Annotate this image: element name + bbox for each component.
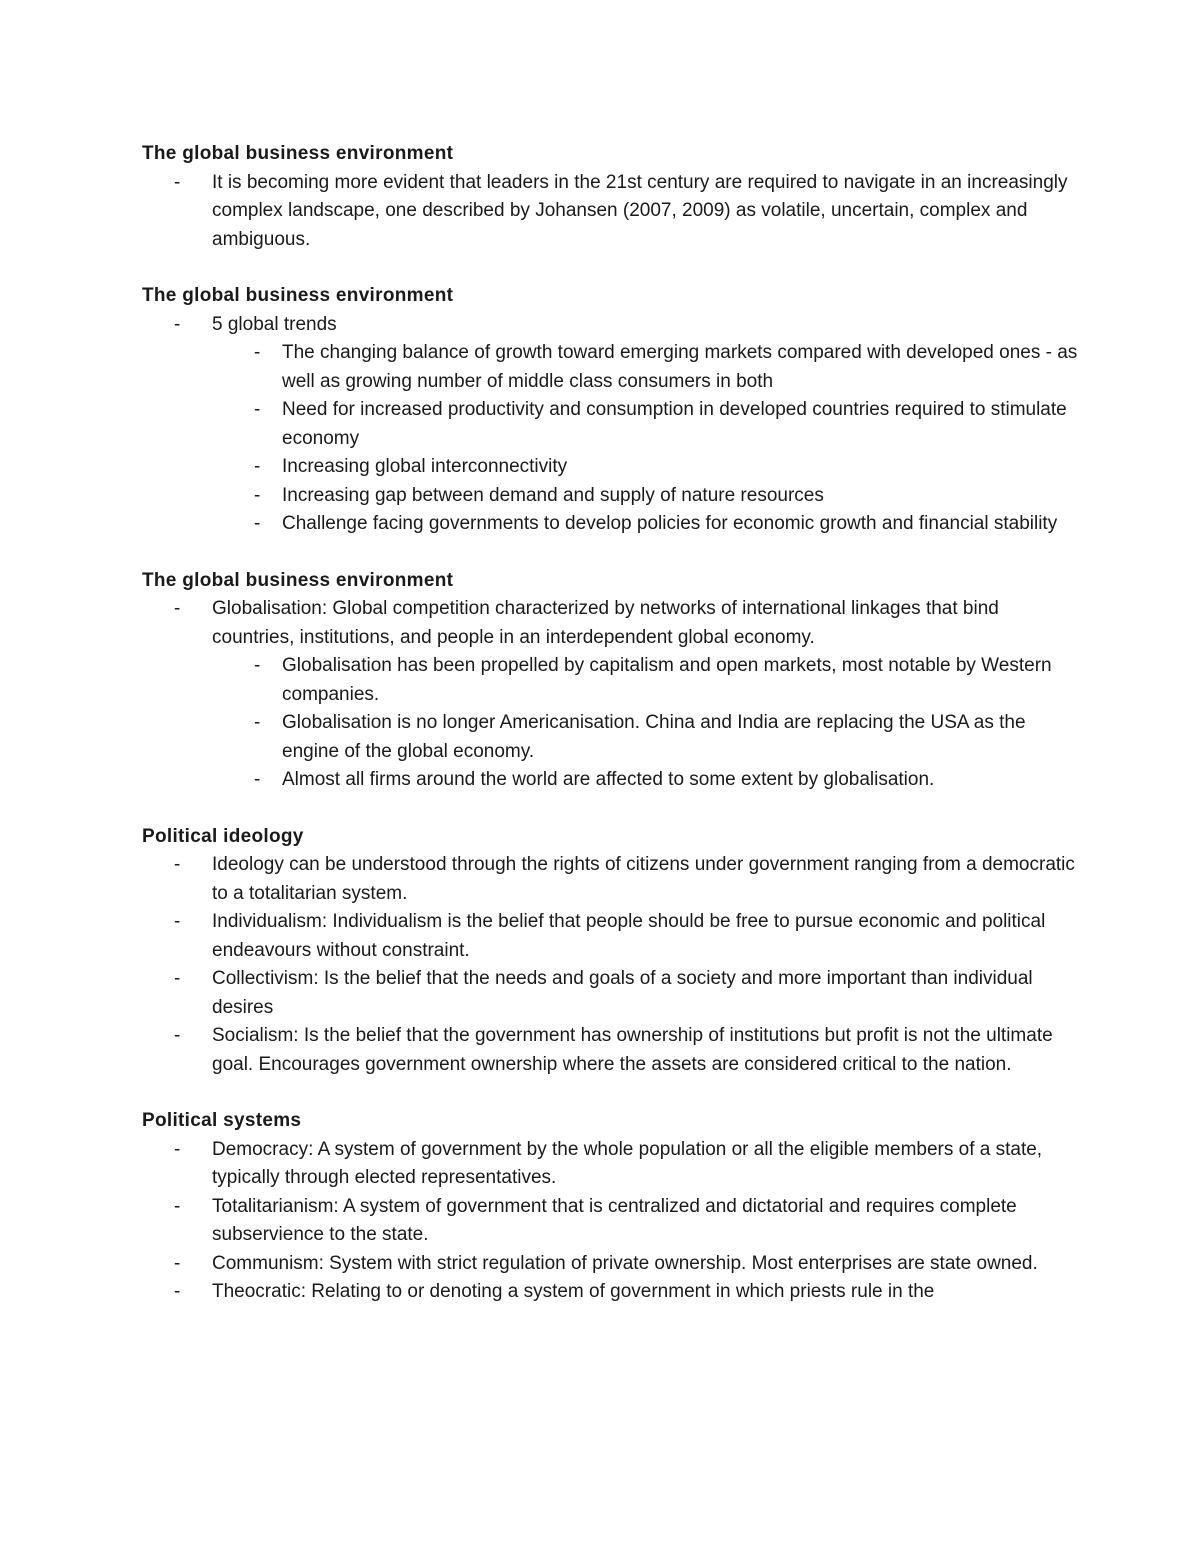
sub-list-item [212, 453, 1082, 482]
sub-list-item [212, 482, 1082, 511]
sub-list-item [212, 766, 1082, 795]
section-global-business-2 [142, 282, 1082, 539]
section-heading: The global business environment [142, 569, 454, 591]
section-heading: The global business environment [142, 143, 454, 164]
dash-bullet: - [174, 598, 181, 619]
list-item-text: Theocratic: Relating to or denoting a system of government in which priests rule in the [212, 1281, 935, 1302]
dash-bullet: - [174, 171, 181, 193]
bullet-list [142, 311, 1082, 539]
section-heading: Political ideology [142, 825, 304, 847]
dash-bullet: - [254, 399, 261, 420]
dash-bullet: - [174, 1252, 181, 1274]
dash-bullet: - [174, 1138, 181, 1160]
list-item [142, 1250, 1082, 1279]
list-item-text: Collectivism: Is the belief that the needs and goals of a society and more important than individual desires [212, 968, 1033, 1018]
sub-bullet-list [212, 652, 1082, 795]
list-item-text: Democracy: A system of government by the whole population or all the eligible members of a state, typically through elected representatives. [212, 1138, 1043, 1188]
list-item-text: Totalitarianism: A system of government that is centralized and dictatorial and requires complete subservience to the state. [212, 1195, 1017, 1245]
list-item [142, 1278, 1082, 1307]
list-item-text: It is becoming more evident that leaders in the 21st century are required to navigate in an increasingly complex landscape, one described by Johansen (2007, 2009) as volatile, uncertain, complex and ambiguous. [212, 171, 1068, 250]
section-global-business-1 [142, 140, 1082, 254]
dash-bullet: - [254, 712, 261, 733]
sub-list-item [212, 709, 1082, 766]
list-item [142, 1022, 1082, 1079]
section-heading: Political systems [142, 1110, 302, 1131]
list-item [142, 595, 1082, 795]
dash-bullet: - [254, 456, 261, 477]
list-item-text: Individualism: Individualism is the belief that people should be free to pursue economic and political endeavours without constraint. [212, 911, 1046, 961]
list-item [142, 1136, 1082, 1193]
dash-bullet: - [174, 1195, 181, 1217]
bullet-list [142, 595, 1082, 795]
sub-list-item [212, 396, 1082, 453]
list-item-text: Ideology can be understood through the rights of citizens under government ranging from a democratic to a totalitarian system. [212, 854, 1075, 904]
dash-bullet: - [254, 342, 261, 363]
list-item-text: Socialism: Is the belief that the government has ownership of institutions but profit is not the ultimate goal. Encourages government ownership where the assets are considered critical to the nation. [212, 1025, 1053, 1075]
section-heading: The global business environment [142, 285, 454, 306]
dash-bullet: - [174, 854, 181, 875]
sub-list-item [212, 652, 1082, 709]
list-item-text: Communism: System with strict regulation of private ownership. Most enterprises are state owned. [212, 1252, 1038, 1274]
list-item-text: Globalisation: Global competition characterized by networks of international linkages that bind countries, institutions, and people in an interdependent global economy. [212, 598, 999, 648]
sub-list-item-text: Globalisation has been propelled by capitalism and open markets, most notable by Western companies. [282, 655, 1052, 705]
list-item [142, 851, 1082, 908]
list-item [142, 908, 1082, 965]
bullet-list [142, 169, 1082, 255]
sub-list-item [212, 510, 1082, 539]
sub-list-item-text: Increasing gap between demand and supply of nature resources [282, 484, 824, 506]
dash-bullet: - [254, 769, 261, 790]
list-item [142, 1193, 1082, 1250]
section-global-business-3 [142, 567, 1082, 795]
dash-bullet: - [174, 968, 181, 989]
list-item [142, 169, 1082, 255]
list-item [142, 965, 1082, 1022]
sub-list-item-text: Need for increased productivity and consumption in developed countries required to stimulate economy [282, 399, 1067, 449]
dash-bullet: - [254, 655, 261, 676]
sub-bullet-list [212, 339, 1082, 539]
dash-bullet: - [254, 513, 261, 534]
sub-list-item-text: Increasing global interconnectivity [282, 456, 568, 477]
document-page [142, 140, 1082, 1335]
bullet-list [142, 851, 1082, 1079]
section-political-ideology [142, 823, 1082, 1080]
list-item-text: 5 global trends [212, 313, 337, 335]
section-political-systems [142, 1107, 1082, 1307]
bullet-list [142, 1136, 1082, 1307]
list-item [142, 311, 1082, 539]
dash-bullet: - [174, 911, 181, 932]
dash-bullet: - [174, 313, 181, 335]
sub-list-item [212, 339, 1082, 396]
dash-bullet: - [174, 1281, 181, 1302]
sub-list-item-text: Globalisation is no longer Americanisation. China and India are replacing the USA as the engine of the global economy. [282, 712, 1026, 762]
dash-bullet: - [254, 484, 261, 506]
dash-bullet: - [174, 1025, 181, 1046]
sub-list-item-text: The changing balance of growth toward emerging markets compared with developed ones - as well as growing number of middle class consumers in both [282, 342, 1078, 392]
sub-list-item-text: Almost all firms around the world are affected to some extent by globalisation. [282, 769, 935, 790]
sub-list-item-text: Challenge facing governments to develop policies for economic growth and financial stability [282, 513, 1058, 534]
